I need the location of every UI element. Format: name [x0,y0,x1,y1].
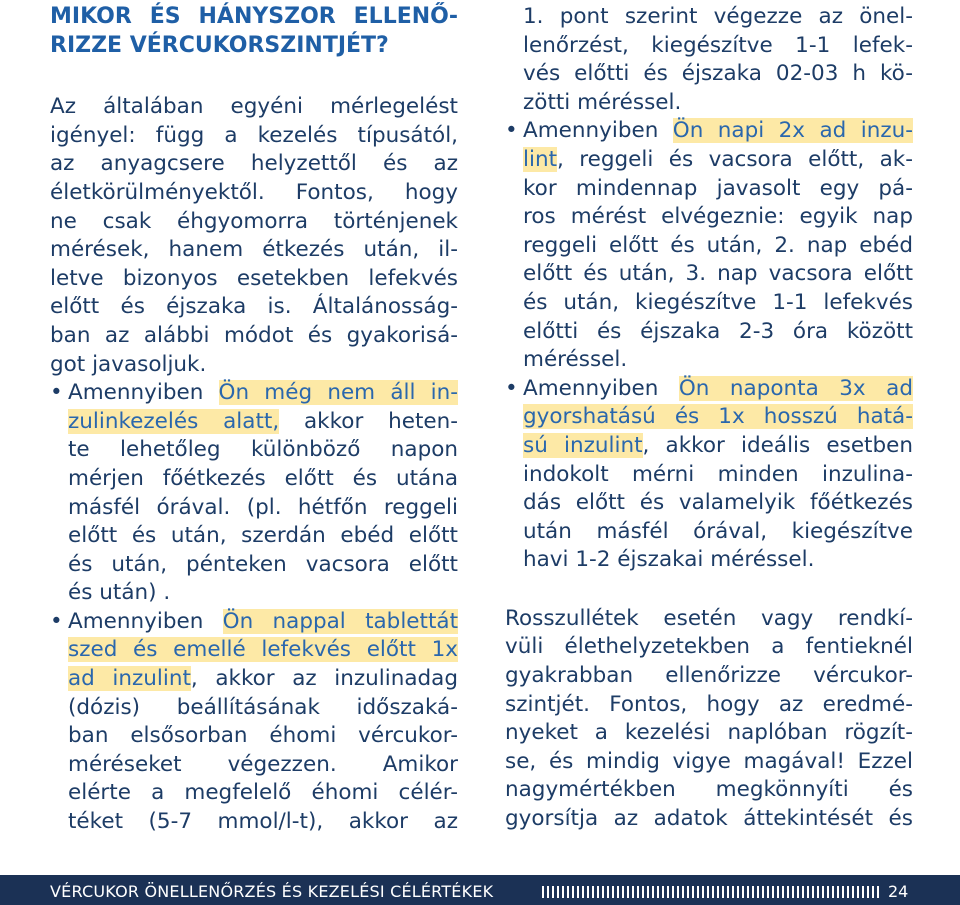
highlighted-text: zulinkezelés alatt, [68,408,280,434]
page-footer [0,875,960,905]
closing-line: szintjét. Fontos, hogy az eredmé- [505,691,913,717]
bullet-text: Amennyiben [523,118,673,144]
bullet-line [505,403,913,432]
highlighted-text: Ön napi 2x ad inzu- [672,118,913,144]
bullet-line: és után) . [68,580,171,606]
bullet-text: , reggeli és vacsora előtt, ak- [557,146,913,172]
closing-line: nyeket a kezelési naplóban rögzít- [505,720,913,746]
intro-line: igényel: függ a kezelés típusától, [50,122,458,148]
heading-line: RIZZE VÉRCUKORSZINTJÉT? [50,32,389,58]
bullet-line [505,432,913,461]
bullet-dot-icon: • [50,380,63,406]
intro-line: ban az alábbi módot és gyakorisá- [50,322,458,348]
bullet-line: dás előtt és valamelyik főétkezés [523,490,913,516]
bullet-item [505,117,913,374]
continuation-line: 1. pont szerint végezze az önel- [523,4,913,29]
footer-decorative-bars [542,886,882,898]
bullet-line: másfél órával. (pl. hétfőn reggeli [68,494,458,520]
highlighted-text: Ön még nem áll in- [218,380,459,406]
intro-line: got javasoljuk. [50,351,207,377]
highlighted-text: gyorshatású és 1x hosszú hatá- [523,404,913,430]
bullet-line: ban elsősorban éhomi vércukor- [68,723,458,749]
bullet-text: Amennyiben [68,380,219,406]
intro-line: letve bizonyos esetekben lefekvés [50,265,458,291]
continuation-line: lenőrzést, kiegészítve 1-1 lefek- [523,32,913,58]
bullet-line [50,608,458,637]
closing-line: gyakrabban ellenőrizze vércukor- [505,663,913,689]
bullet-line: méréssel. [523,347,628,373]
bullet-line [50,379,458,408]
bullet-text: , akkor az inzulinadag [190,666,458,692]
continuation-paragraph [505,3,913,117]
heading-line: MIKOR ÉS HÁNYSZOR ELLENŐ- [50,4,458,29]
bullet-line: ros mérést elvégeznie: egyik nap [523,204,913,230]
closing-paragraph [505,605,913,834]
bullet-line: és után, pénteken vacsora előtt [68,551,458,577]
bullet-text: Amennyiben [68,608,223,634]
intro-line: az anyagcsere helyzettől és az [50,151,458,177]
bullet-line: előtt és után, 3. nap vacsora előtt [523,261,913,287]
bullet-line: (dózis) beállításának időszaká- [68,694,458,720]
bullet-text: akkor heten- [279,408,458,434]
closing-line: nagymértékben megkönnyíti és [505,777,913,803]
closing-line: se, és mindig vigye magával! Ezzel [505,748,913,774]
intro-line: mérések, hanem étkezés után, il- [50,237,458,263]
continuation-line: vés előtti és éjszaka 02-03 h kö- [523,61,913,87]
bullet-item [505,375,913,575]
bullet-item [50,608,458,837]
intro-line: életkörülményektől. Fontos, hogy [50,179,458,205]
bullet-line: után másfél órával, kiegészítve [523,518,913,544]
closing-line: Rosszullétek esetén vagy rendkí- [505,605,913,631]
left-column [50,3,458,837]
bullet-line [505,117,913,146]
bullet-text: Amennyiben [523,375,679,401]
highlighted-text: Ön nappal tablettát [222,608,458,634]
highlighted-text: sú inzulint [523,432,643,458]
intro-line: előtt és éjszaka is. Általánosság- [50,294,458,320]
bullet-line [505,146,913,175]
bullet-line: havi 1-2 éjszakai méréssel. [523,547,815,573]
bullet-line: méréseket végezzen. Amikor [68,751,458,777]
bullet-line: mérjen főétkezés előtt és utána [68,465,458,491]
footer-title: VÉRCUKOR ÖNELLENŐRZÉS ÉS KEZELÉSI CÉLÉRTÉKEK [50,882,494,901]
bullet-line: előtt és után, szerdán ebéd előtt [68,523,458,549]
bullet-line [50,408,458,437]
section-heading [50,3,458,60]
bullet-text: , akkor ideális esetben [642,432,913,458]
bullet-item [50,379,458,608]
bullet-line [50,636,458,665]
bullet-dot-icon: • [505,375,518,401]
bullet-line: téket (5-7 mmol/l-t), akkor az [68,809,458,835]
highlighted-text: ad inzulint [68,666,191,692]
bullet-line: te lehetőleg különböző napon [68,437,458,463]
intro-paragraph [50,93,458,379]
bullet-line: és után, kiegészítve 1-1 lefekvés [523,289,913,315]
continuation-line: zötti méréssel. [523,89,682,115]
bullet-dot-icon: • [505,118,518,144]
right-column [505,3,913,834]
bullet-line: elérte a megfelelő éhomi célér- [68,780,458,806]
page-number: 24 [888,882,909,901]
closing-line: vüli élethelyzetekben a fentieknél [505,634,913,660]
bullet-line: kor mindennap javasolt egy pá- [523,175,913,201]
bullet-line [50,665,458,694]
intro-line: Az általában egyéni mérlegelést [50,94,458,120]
highlighted-text: lint [523,146,558,172]
bullet-line [505,375,913,404]
bullet-line: indokolt mérni minden inzulina- [523,461,913,487]
bullet-line: reggeli előtt és után, 2. nap ebéd [523,232,913,258]
highlighted-text: Ön naponta 3x ad [678,375,913,401]
bullet-dot-icon: • [50,608,63,634]
highlighted-text: szed és emellé lefekvés előtt 1x [68,637,458,663]
intro-line: ne csak éhgyomorra történjenek [50,208,458,234]
closing-line: gyorsítja az adatok áttekintését és [505,806,913,832]
bullet-line: előtti és éjszaka 2-3 óra között [523,318,913,344]
